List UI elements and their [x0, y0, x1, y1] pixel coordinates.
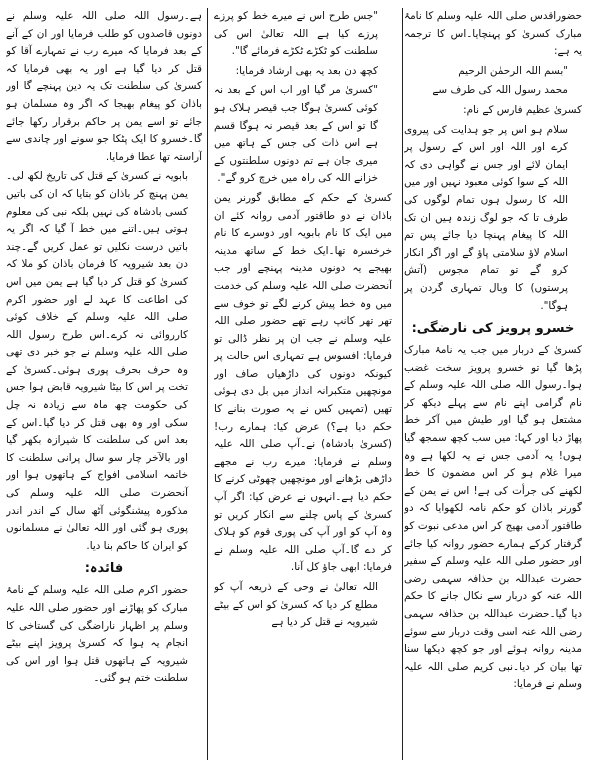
section-heading: خسرو پرویز کی نارضگی:	[411, 321, 575, 337]
middle-column	[214, 8, 392, 760]
column-divider	[207, 8, 208, 760]
section-heading: فائدہ:	[84, 561, 124, 577]
right-column	[404, 8, 582, 760]
letter-bismillah: "بسم اللہ الرحمٰن الرحیم	[458, 64, 568, 77]
body-paragraph: حضور اکرم صلی اللہ علیہ وسلم کے نامۂ مبارک کو پھاڑنے اور حضور صلی اللہ علیہ وسلم پر اظہار ناراضگی کی گستاخی کا انجام یہ ہوا کہ کسریٰ پرویز اپنے بیٹے شیرویہ کے ہاتھوں قتل ہوا اور اس کی سلطنت ختم ہو گئی۔	[6, 584, 188, 685]
letter-body: سلام ہو اس پر جو ہدایت کی پیروی کرے اور اللہ اور اس کے رسول پر ایمان لائے اور جس نے گواہی دی کہ اللہ کے سوا کوئی معبود نہیں اور میں اللہ کا رسول ہوں تمام لوگوں کی طرف تا کہ جو لوگ زندہ ہیں ان تک اللہ کا پیغام پہنچا دیا جائے پس تم اسلام لاؤ سلامتی پاؤ گے اور اگر انکار کرو گے تو تمام مجوس (آتش پرستوں) کا وبال تمہاری گردن پر ہوگا".	[404, 123, 568, 312]
body-paragraph: اللہ تعالیٰ نے وحی کے ذریعہ آپ کو مطلع کر دیا کہ کسریٰ کو اس کے بیٹے شیرویہ نے قتل کر دیا ہے	[214, 581, 378, 629]
left-column	[6, 8, 202, 760]
body-paragraph: کسریٰ کے دربار میں جب یہ نامۂ مبارک پڑھا گیا تو خسرو پرویز سخت غضب ہوا۔رسول اللہ صلی اللہ علیہ وسلم کے نام گرامی اپنے نام سے پہلے دیکھ کر مشتعل ہو گیا اور طیش میں آکر خط پھاڑ دیا اور کہا: میں سب کچھ سمجھ گیا ہوں! یہ آدمی جس نے یہ لکھا ہے وہ میرا غلام ہو کر اس مضمون کا خط لکھنے کی جرأت کی ہے! اس نے یمن کے گورنر باذان کو حکم نامہ لکھوایا کہ دو طاقتور آدمی بھیج کر اس مدعی نبوت کو گرفتار کرکے ہمارے حضور روانہ کیا جائے اور حضور صلی اللہ علیہ وسلم کے سفیر حضرت عبداللہ بن حذافہ سہمی رضی اللہ عنہ کو دربار سے نکال جانے کا حکم دیا گیا۔حضرت عبداللہ بن حذافہ سہمی رضی اللہ عنہ اسی وقت دربار سے سوئے مدینہ روانہ ہوئے اور جو کچھ دیکھا سنا تھا بیان کر دیا۔نبی کریم صلی اللہ علیہ وسلم نے فرمایا:	[404, 344, 582, 691]
body-paragraph: کچھ دن بعد یہ بھی ارشاد فرمایا:	[235, 64, 378, 77]
body-paragraph: ہے۔رسول اللہ صلی اللہ علیہ وسلم نے دونوں قاصدوں کو طلب فرمایا اور ان کے آنے کے بعد فرمایا کہ میرے رب نے تمہارے آقا کو قتل کر دیا گیا ہے اور یہ بھی فرمایا کہ کسریٰ کی سلطنت تک یہ دین پہنچے گا اور باذان کو پیغام بھیجا کہ اگر وہ مسلمان ہو جائے تو اسے یمن پر حاکم برقرار رکھا جائے گا۔خسرو کا ایک پٹکا جو سونے اور چاندی سے آراستہ تھا عطا فرمایا.	[6, 10, 202, 163]
body-paragraph: کسریٰ کے حکم کے مطابق گورنر یمن باذان نے دو طاقتور آدمی روانہ کئے ان میں ایک کا نام بابویہ اور دوسرے کا نام خرخسرہ تھا۔ایک خط کے ساتھ مدینہ بھیجے یہ دونوں مدینہ پہنچے اور جب آنحضرت صلی اللہ علیہ وسلم کی خدمت میں وہ خط پیش کرنے لگے تو خوف سے تھر تھر کانپ رہے تھے حضور صلی اللہ علیہ وسلم نے جب ان پر نظر ڈالی تو فرمایا: افسوس ہے تمہاری اس حالت پر کیونکہ دونوں کی داڑھیاں صاف اور مونچھیں متکبرانہ انداز میں بل دی ہوئی تھیں (تمہیں کس نے یہ صورت بنانے کا حکم دیا ہے؟) عرض کیا: ہمارے رب! (کسریٰ بادشاہ) نے۔آپ صلی اللہ علیہ وسلم نے فرمایا: میرے رب نے مجھے داڑھی بڑھانے اور مونچھیں چھوٹی کرنے کا حکم دیا ہے۔انہوں نے عرض کیا: اگر آپ کسریٰ کے پاس چلنے سے انکار کریں تو وہ آپ کو اور آپ کی پوری قوم کو ہلاک کر دے گا۔آپ صلی اللہ علیہ وسلم نے فرمایا: ابھی جاؤ کل آنا.	[214, 191, 392, 574]
quote-paragraph: "کسریٰ مر گیا اور اب اس کے بعد نہ کوئی کسریٰ ہوگا جب قیصر ہلاک ہو گا تو اس کے بعد قیصر نہ ہوگا قسم ہے اس ذات کی جس کے ہاتھ میں میری جان ہے تم دونوں سلطنتوں کے خزانے اللہ کی راہ میں خرچ کرو گے".	[214, 84, 378, 185]
body-paragraph: بابویہ نے کسریٰ کے قتل کی تاریخ لکھ لی۔یمن پہنچ کر باذان کو بتایا کہ ان کی باتیں کسی بادشاہ کی نہیں بلکہ نبی کی معلوم ہوتی ہیں۔اتنے میں خط آ گیا کہ اگر یہ باتیں درست نکلیں تو عمل کریں گے۔چند دن بعد شیرویہ کا فرمان باذان کو ملا کہ کسریٰ کو قتل کر دیا گیا ہے یمن میں اس کی اطاعت کا عہد لے اور حضور اکرم صلی اللہ علیہ وسلم کے خلاف کوئی کارروائی نہ کرے۔اس طرح رسول اللہ صلی اللہ علیہ وسلم نے جو خبر دی تھی وہ حرف بحرف پوری ہوئی۔کسریٰ کے تخت پر اس کا بیٹا شیرویہ قابض ہوا جس کی حکومت چھ ماہ سے زیادہ نہ چل سکی اور وہ بھی قتل کر دیا گیا۔اس کے بعد اس کی سلطنت کا شیرازہ بکھر گیا اور بالآخر چار سو سال پرانی سلطنت کا خاتمہ اسلامی افواج کے ہاتھوں ہوا اور آنحضرت صلی اللہ علیہ وسلم کی مذکورہ پیشنگوئی آٹھ سال کے اندر اندر پوری ہو گئی اور اللہ تعالیٰ نے مسلمانوں کو ایران کا حاکم بنا دیا.	[6, 170, 188, 552]
letter-from: محمد رسول اللہ کی طرف سے	[432, 84, 568, 97]
letter-to: کسریٰ عظیم فارس کے نام:	[463, 103, 582, 116]
column-divider	[402, 8, 403, 760]
quote-paragraph: "جس طرح اس نے میرے خط کو پرزے پرزے کیا ہے اللہ تعالیٰ اس کی سلطنت کو ٹکڑے ٹکڑے فرمائے گا".	[214, 10, 378, 58]
intro-paragraph: حضوراقدس صلی اللہ علیہ وسلم کا نامۂ مبارک کسریٰ کو پہنچایا۔اس کا ترجمہ یہ ہے:	[404, 10, 582, 58]
